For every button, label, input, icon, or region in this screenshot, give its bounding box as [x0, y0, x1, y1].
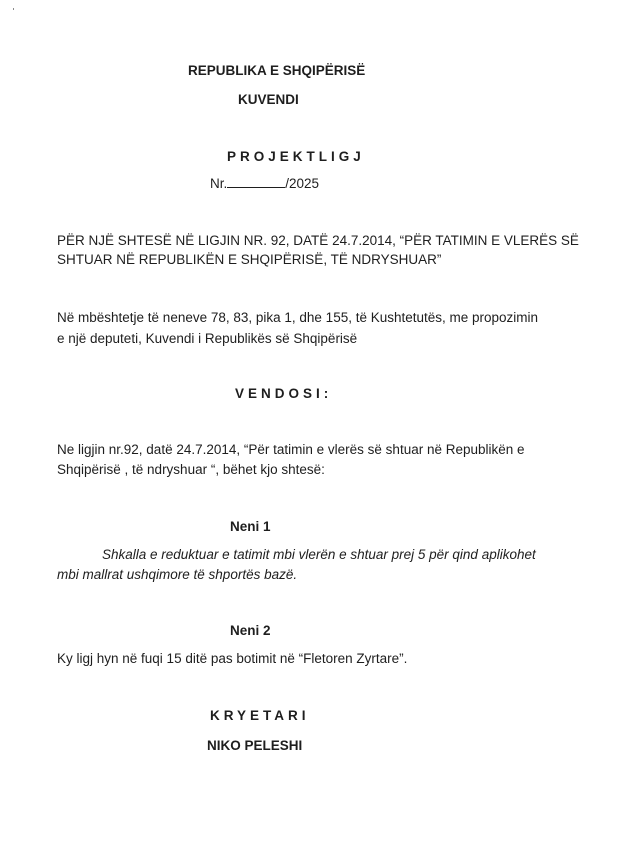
article-2-heading: Neni 2: [230, 623, 271, 638]
preamble-line-1: Në mbështetje të neneve 78, 83, pika 1, dhe 155, të Kushtetutës, me propozimin: [57, 310, 539, 325]
article-1-heading: Neni 1: [230, 519, 271, 534]
article-1-line-1: Shkalla e reduktuar e tatimit mbi vlerën e shtuar prej 5 për qind aplikohet: [102, 547, 536, 562]
bill-number-blank: [227, 176, 285, 188]
subject-line-2: SHTUAR NË REPUBLIKËN E SHQIPËRISË, TË NDRYSHUAR”: [57, 252, 442, 267]
scan-speck: [13, 8, 14, 10]
bill-number-suffix: /2025: [285, 176, 320, 191]
bill-number-prefix: Nr.: [210, 176, 228, 191]
assembly-heading: KUVENDI: [238, 92, 299, 107]
decision-heading: VENDOSI:: [235, 386, 333, 401]
signature-role: KRYETARI: [210, 708, 310, 723]
subject-line-1: PËR NJË SHTESË NË LIGJIN NR. 92, DATË 24.7.2014, “PËR TATIMIN E VLERËS SË: [57, 233, 579, 248]
decision-line-1: Ne ligjin nr.92, datë 24.7.2014, “Për tatimin e vlerës së shtuar në Republikën e: [57, 442, 525, 457]
signature-name: NIKO PELESHI: [207, 738, 303, 753]
republic-heading: REPUBLIKA E SHQIPËRISË: [188, 63, 366, 78]
bill-number: [210, 176, 319, 192]
bill-title: PROJEKTLIGJ: [227, 149, 365, 164]
preamble-line-2: e një deputeti, Kuvendi i Republikës së Shqipërisë: [57, 331, 358, 346]
article-2-line-1: Ky ligj hyn në fuqi 15 ditë pas botimit në “Fletoren Zyrtare”.: [57, 651, 408, 666]
decision-line-2: Shqipërisë , të ndryshuar “, bëhet kjo shtesë:: [57, 462, 325, 477]
article-1-line-2: mbi mallrat ushqimore të shportës bazë.: [57, 567, 298, 582]
